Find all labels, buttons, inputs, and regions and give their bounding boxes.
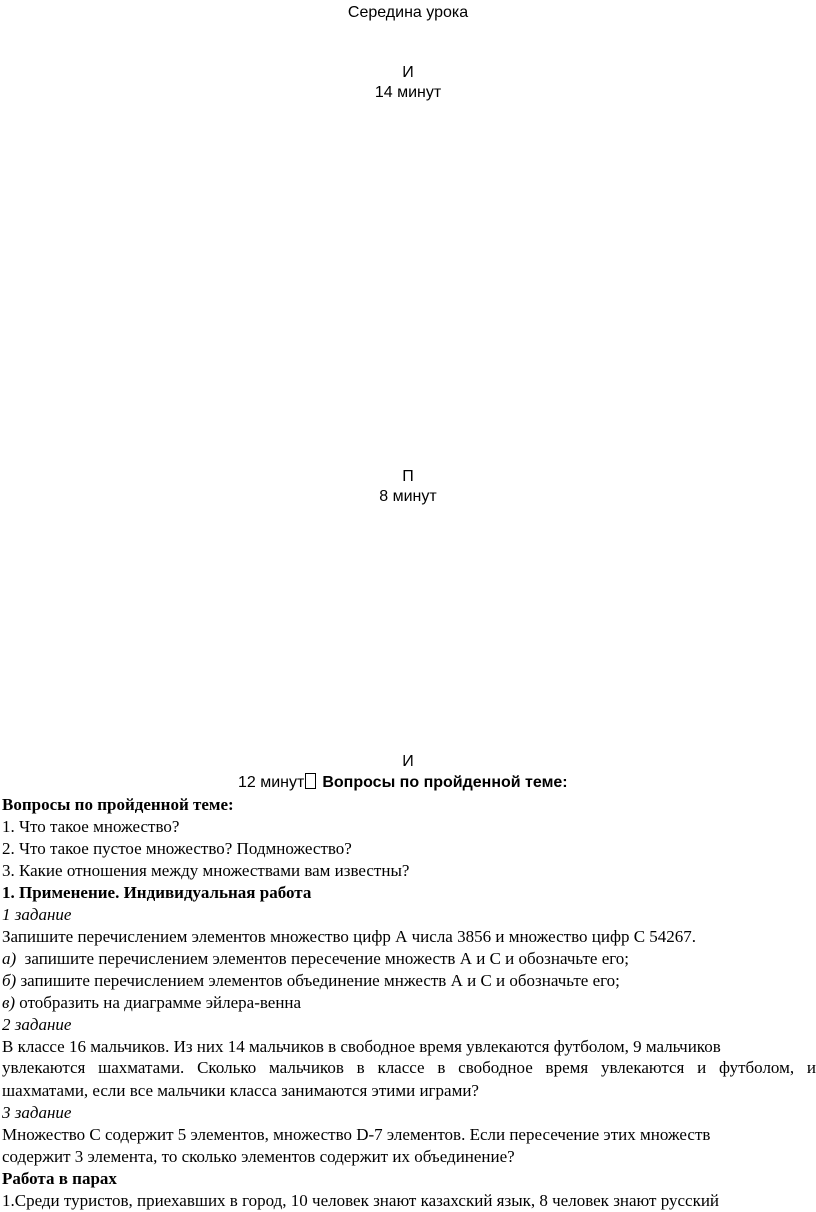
lesson-stage-title: Середина урока	[347, 4, 469, 21]
task2-label: 2 задание	[2, 1015, 72, 1034]
stage-heading: Вопросы по пройденной теме:	[322, 774, 568, 791]
question-item: 3. Какие отношения между множествами вам известны?	[2, 861, 410, 880]
application-heading: 1. Применение. Индивидуальная работа	[2, 883, 312, 902]
task1-item-c	[2, 992, 816, 1014]
stage-row-12	[238, 772, 568, 794]
stage-letter-i: И	[402, 64, 414, 81]
missing-glyph-icon	[305, 773, 316, 789]
question-item: 1. Что такое множество?	[2, 817, 180, 836]
task3-label: 3 задание	[2, 1103, 72, 1122]
stage-letter-p: П	[402, 468, 414, 485]
stage-time-12: 12 минут	[238, 774, 305, 791]
stage-time-14: 14 минут	[374, 84, 442, 101]
stage-time-8: 8 минут	[379, 488, 437, 505]
question-item: 2. Что такое пустое множество? Подмножество?	[2, 839, 352, 858]
questions-heading: Вопросы по пройденной теме:	[2, 795, 234, 814]
task2-line: увлекаются шахматами. Сколько мальчиков в классе в свободное время увлекаются и футболом, и	[2, 1058, 816, 1077]
item-text: запишите перечислением элементов пересечение множеств А и С и обозначьте его;	[24, 949, 630, 968]
stage-letter-i-2: И	[402, 753, 414, 770]
document-body	[2, 794, 816, 1212]
item-marker: а)	[2, 949, 17, 968]
task2-line: шахматами, если все мальчики класса занимаются этими играми?	[2, 1081, 479, 1100]
task1-item-a	[2, 948, 816, 970]
task3-line: содержит 3 элемента, то сколько элементов содержит их объединение?	[2, 1147, 515, 1166]
pairs-heading: Работа в парах	[2, 1169, 117, 1188]
item-text: запишите перечислением элементов объединение мнжеств А и С и обозначьте его;	[20, 971, 620, 990]
task3-line: Множество С содержит 5 элементов, множество D-7 элементов. Если пересечение этих множеств	[2, 1125, 711, 1144]
task1-item-b	[2, 970, 816, 992]
item-marker: б)	[2, 971, 17, 990]
item-text: отобразить на диаграмме эйлера-венна	[19, 993, 302, 1012]
task2-line: В классе 16 мальчиков. Из них 14 мальчиков в свободное время увлекаются футболом, 9 мальчиков	[2, 1037, 721, 1056]
task1-label: 1 задание	[2, 905, 72, 924]
pairs-line: 1.Среди туристов, приехавших в город, 10 человек знают казахский язык, 8 человек знают русский	[2, 1191, 720, 1210]
task1-text: Запишите перечислением элементов множество цифр А числа 3856 и множество цифр С 54267.	[2, 927, 697, 946]
item-marker: в)	[2, 993, 16, 1012]
